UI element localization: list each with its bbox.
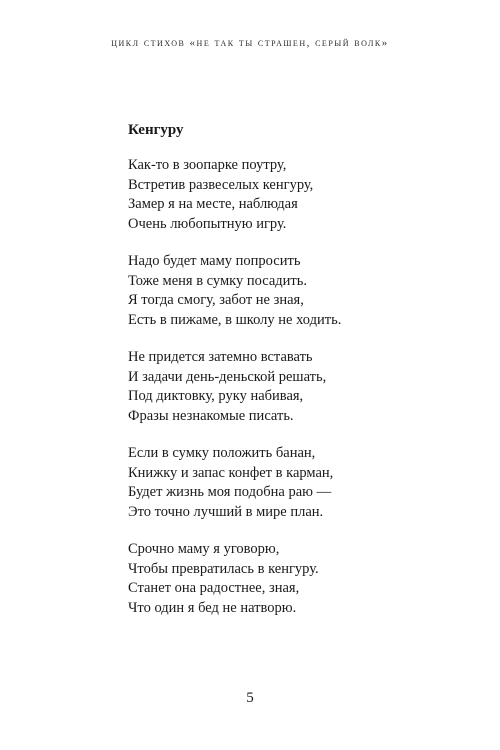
stanza-1 xyxy=(128,156,458,234)
poem-line: Это точно лучший в мире план. xyxy=(128,503,324,520)
poem-line: Замер я на месте, наблюдая xyxy=(128,196,298,212)
poem-line: Тоже меня в сумку посадить. xyxy=(128,272,308,289)
poem-line: Книжку и запас конфет в карман, xyxy=(128,464,334,481)
poem-line: Я тогда смогу, забот не зная, xyxy=(128,292,304,308)
poem-title: Кенгуру xyxy=(128,122,184,138)
poem-line: Фразы незнакомые писать. xyxy=(128,407,294,424)
poem-line: Надо будет маму попросить xyxy=(128,253,301,269)
poem-line: Под диктовку, руку набивая, xyxy=(128,388,304,404)
poem-line: Не придется затемно вставать xyxy=(128,349,313,365)
page-number: 5 xyxy=(246,690,254,706)
poem-line: Срочно маму я уговорю, xyxy=(128,541,280,557)
stanza-2 xyxy=(128,252,458,330)
stanza-4 xyxy=(128,444,458,522)
poem-line: Как-то в зоопарке поутру, xyxy=(128,157,287,173)
poem xyxy=(128,120,458,636)
poem-line: Станет она радостнее, зная, xyxy=(128,580,300,596)
poem-line: Чтобы превратилась в кенгуру. xyxy=(128,560,319,577)
poem-line: И задачи день-деньской решать, xyxy=(128,368,327,385)
poem-line: Есть в пижаме, в школу не ходить. xyxy=(128,311,342,328)
poem-line: Что один я бед не натворю. xyxy=(128,599,297,616)
poem-line: Если в сумку положить банан, xyxy=(128,445,316,461)
poem-line: Очень любопытную игру. xyxy=(128,215,287,232)
stanza-3 xyxy=(128,348,458,426)
stanza-5 xyxy=(128,540,458,618)
poem-line: Будет жизнь моя подобна раю — xyxy=(128,484,332,500)
poem-line: Встретив развеселых кенгуру, xyxy=(128,176,314,193)
running-header: цикл стихов «не так ты страшен, серый волк» xyxy=(111,37,389,49)
